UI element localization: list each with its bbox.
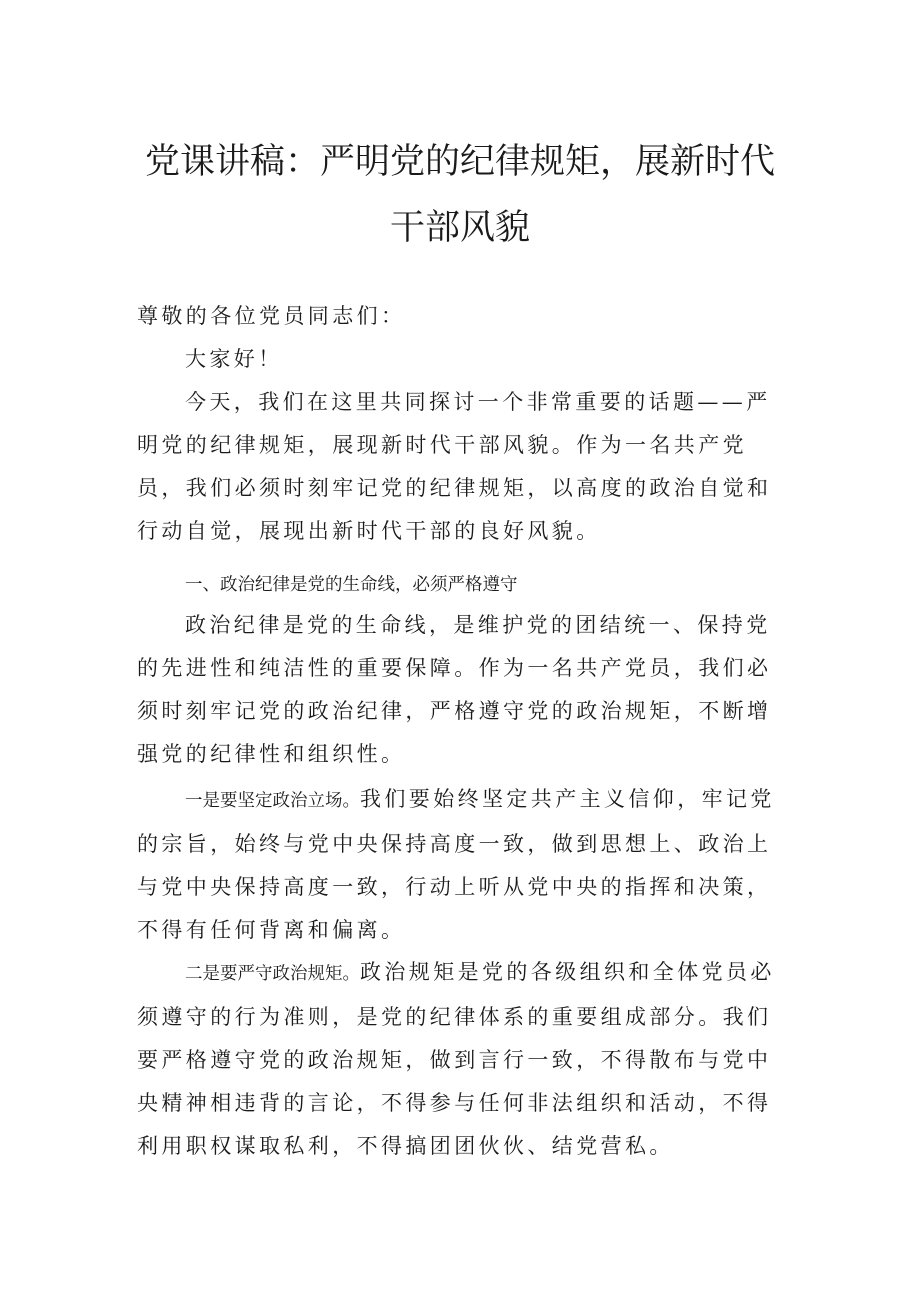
section-1-paragraph: 政治纪律是党的生命线，是维护党的团结统一、保持党的先进性和纯洁性的重要保障。作为一名共产党员，我们必须时刻牢记党的政治纪律，严格遵守党的政治规矩，不断增强党的纪律性和组织性。 xyxy=(137,613,772,766)
document-title-line-1: 党课讲稿：严明党的纪律规矩，展新时代 xyxy=(144,142,775,182)
document-title-line-2: 干部风貌 xyxy=(389,208,530,248)
intro-paragraph: 今天，我们在这里共同探讨一个非常重要的话题——严明党的纪律规矩，展现新时代干部风貌。作为一名共产党员，我们必须时刻牢记党的纪律规矩，以高度的政治自觉和行动自觉，展现出新时代干部的良好风貌。 xyxy=(137,390,772,543)
point-1-text: 我们要始终坚定共产主义信仰，牢记党的宗旨，始终与党中央保持高度一致，做到思想上、政治上与党中央保持高度一致，行动上听从党中央的指挥和决策，不得有任何背离和偏离。 xyxy=(137,787,775,942)
greeting: 大家好！ xyxy=(185,347,283,371)
point-2-text: 政治规矩是党的各级组织和全体党员必须遵守的行为准则，是党的纪律体系的重要组成部分。我们要严格遵守党的政治规矩，做到言行一致，不得散布与党中央精神相违背的言论，不得参与任何非法组织和活动，不得利用职权谋取私利，不得搞团团伙伙、结党营私。 xyxy=(137,960,775,1158)
point-1-paragraph xyxy=(137,778,793,952)
salutation: 尊敬的各位党员同志们： xyxy=(137,304,406,328)
point-1-lead: 一是要坚定政治立场。 xyxy=(185,791,360,811)
point-2-paragraph xyxy=(137,951,793,1168)
point-2-lead: 二是要严守政治规矩。 xyxy=(185,964,360,984)
section-heading-1: 一、政治纪律是党的生命线，必须严格遵守 xyxy=(185,575,518,595)
